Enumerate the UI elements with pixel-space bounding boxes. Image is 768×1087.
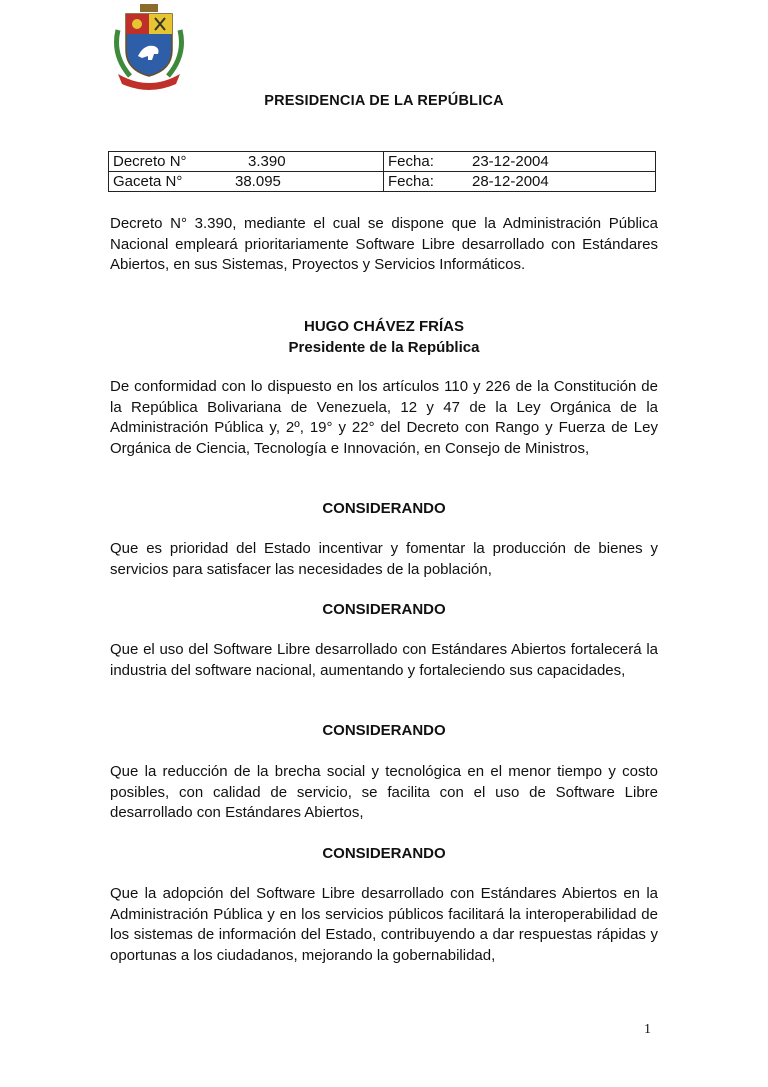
considerando-paragraph: Que la reducción de la brecha social y tecnológica en el menor tiempo y costo posibles, con calidad de servicio, se facilita con el uso de Software Libre desarrollado con Estándares Abiertos,: [110, 763, 658, 821]
date-label: Fecha:: [388, 173, 434, 190]
considerando-paragraph: Que la adopción del Software Libre desarrollado con Estándares Abiertos en la Administración Pública y en los servicios públicos facilitará la interoperabilidad de los sistemas de información del Estado, contribuyendo a dar respuestas rápidas y oportunas a los ciudadanos, mejorando la gobernabilidad,: [110, 885, 658, 964]
decree-label: Decreto N°: [113, 153, 187, 170]
considerando-paragraph: Que es prioridad del Estado incentivar y fomentar la producción de bienes y servicios para satisfacer las necesidades de la población,: [110, 540, 658, 578]
decree-row: [109, 152, 656, 172]
gazette-cell: [109, 172, 384, 192]
gazette-label: Gaceta N°: [113, 173, 183, 190]
gazette-date-cell: [384, 172, 656, 192]
considerando-heading: CONSIDERANDO: [322, 500, 446, 517]
decree-date-cell: [384, 152, 656, 172]
signer-name: HUGO CHÁVEZ FRÍAS: [303, 318, 464, 335]
decree-summary: Decreto N° 3.390, mediante el cual se dispone que la Administración Pública Nacional empleará prioritariamente Software Libre desarrollado con Estándares Abiertos, en sus Sistemas, Proyectos y Servicios Informáticos.: [110, 215, 658, 273]
considerando-paragraph: Que el uso del Software Libre desarrollado con Estándares Abiertos fortalecerá la industria del software nacional, aumentando y fortaleciendo sus capacidades,: [110, 641, 658, 679]
decree-number: 3.390: [248, 153, 286, 170]
date-label: Fecha:: [388, 153, 434, 170]
coat-of-arms-icon: [110, 0, 188, 90]
page-number: 1: [644, 1022, 651, 1037]
considerando-heading: CONSIDERANDO: [322, 845, 446, 862]
decree-cell: [109, 152, 384, 172]
considerando-heading: CONSIDERANDO: [322, 722, 446, 739]
gazette-row: [109, 172, 656, 192]
gazette-number: 38.095: [235, 173, 281, 190]
document-title: PRESIDENCIA DE LA REPÚBLICA: [264, 93, 504, 109]
considerando-heading: CONSIDERANDO: [322, 601, 446, 618]
gazette-date: 28-12-2004: [472, 173, 549, 190]
signer-title: Presidente de la República: [288, 339, 480, 356]
preamble-paragraph: De conformidad con lo dispuesto en los artículos 110 y 226 de la Constitución de la República Bolivariana de Venezuela, 12 y 47 de la Ley Orgánica de la Administración Pública y, 2º, 19° y 22° del Decreto con Rango y Fuerza de Ley Orgánica de Ciencia, Tecnología e Innovación, en Consejo de Ministros,: [110, 378, 658, 457]
decree-date: 23-12-2004: [472, 153, 549, 170]
decree-info-table: [108, 151, 656, 192]
